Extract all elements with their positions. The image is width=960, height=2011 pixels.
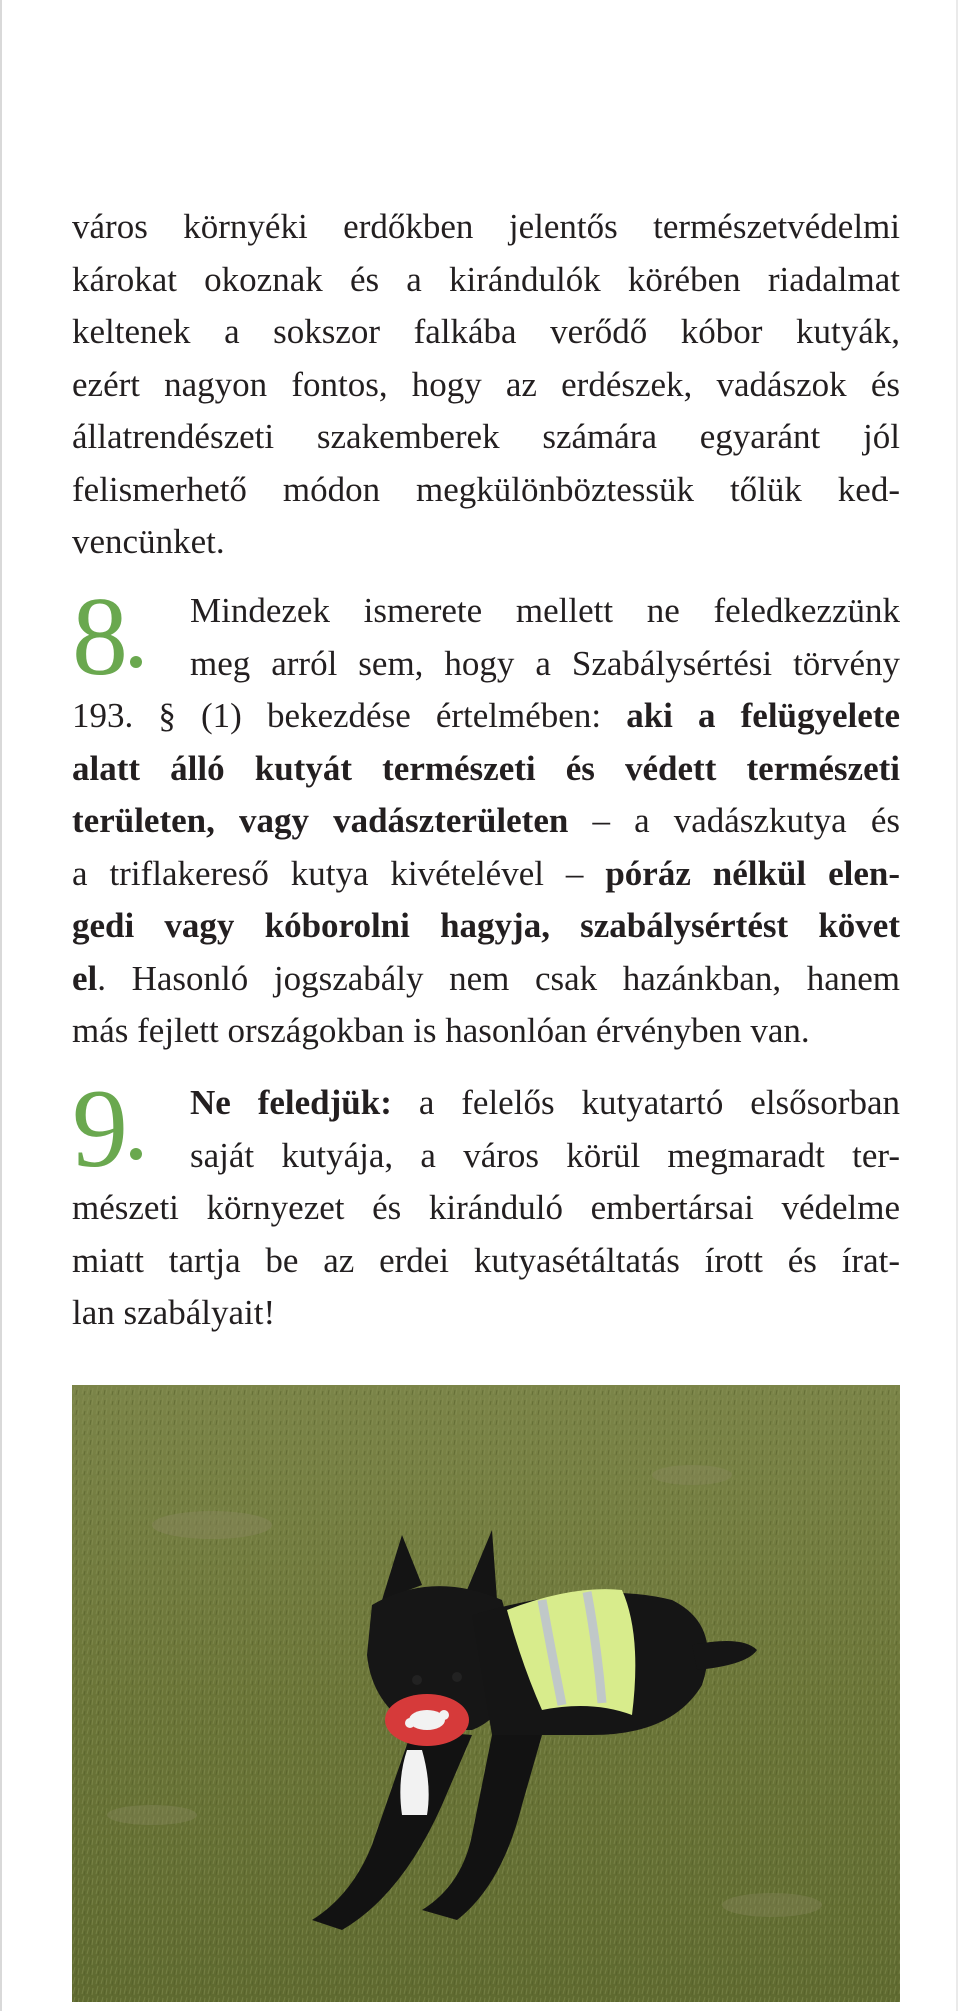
number-dot <box>130 1148 142 1160</box>
text-line: Mindezek ismerete mellett ne feledkezzünk <box>190 591 900 630</box>
dog-photo <box>72 1385 900 2002</box>
text-line: területen, vagy vadászterületen – a vadászkutya és <box>72 801 900 840</box>
text-line: alatt álló kutyát természeti és védett természeti <box>72 748 900 788</box>
page-edge-left <box>0 0 2 2011</box>
text-line: ezért nagyon fontos, hogy az erdészek, vadászok és <box>72 364 900 404</box>
text-line: a triflakereső kutya kivételével – póráz nélkül elen- <box>72 853 900 893</box>
numbered-item-8 <box>72 575 900 1058</box>
dog-photo-illustration <box>72 1385 900 2002</box>
page-edge-right <box>956 0 958 2011</box>
text-line: város környéki erdőkben jelentős természetvédelmi <box>72 207 900 246</box>
number-dot <box>130 656 142 668</box>
text-line: saját kutyája, a város körül megmaradt ter- <box>190 1135 900 1175</box>
text-line: meg arról sem, hogy a Szabálysértési törvény <box>190 643 900 683</box>
text-line: állatrendészeti szakemberek számára egyaránt jól <box>72 417 900 456</box>
text-line: el. Hasonló jogszabály nem csak hazánkban, hanem <box>72 958 900 998</box>
text-line: mészeti környezet és kiránduló embertársai védelme <box>72 1188 900 1227</box>
text-line: gedi vagy kóborolni hagyja, szabálysértést követ <box>72 906 900 945</box>
text-line: 193. § (1) bekezdése értelmében: aki a felügyelete <box>72 696 900 735</box>
text-line: felismerhető módon megkülönböztessük tőlük ked- <box>72 469 900 509</box>
text-line: károkat okoznak és a kirándulók körében riadalmat <box>72 259 900 299</box>
text-line: keltenek a sokszor falkába verődő kóbor kutyák, <box>72 312 900 351</box>
numbered-item-9 <box>72 1067 900 1340</box>
text-line: Ne feledjük: a felelős kutyatartó elsősorban <box>190 1083 900 1122</box>
item-number-9: 9 <box>72 1073 142 1185</box>
text-line: miatt tartja be az erdei kutyasétáltatás írott és írat- <box>72 1240 900 1280</box>
text-line: más fejlett országokban is hasonlóan érvényben van. <box>72 1011 810 1050</box>
intro-paragraph <box>72 201 900 569</box>
text-line: vencünket. <box>72 522 225 561</box>
item-number-8: 8 <box>72 581 142 693</box>
text-line: lan szabályait! <box>72 1293 276 1332</box>
